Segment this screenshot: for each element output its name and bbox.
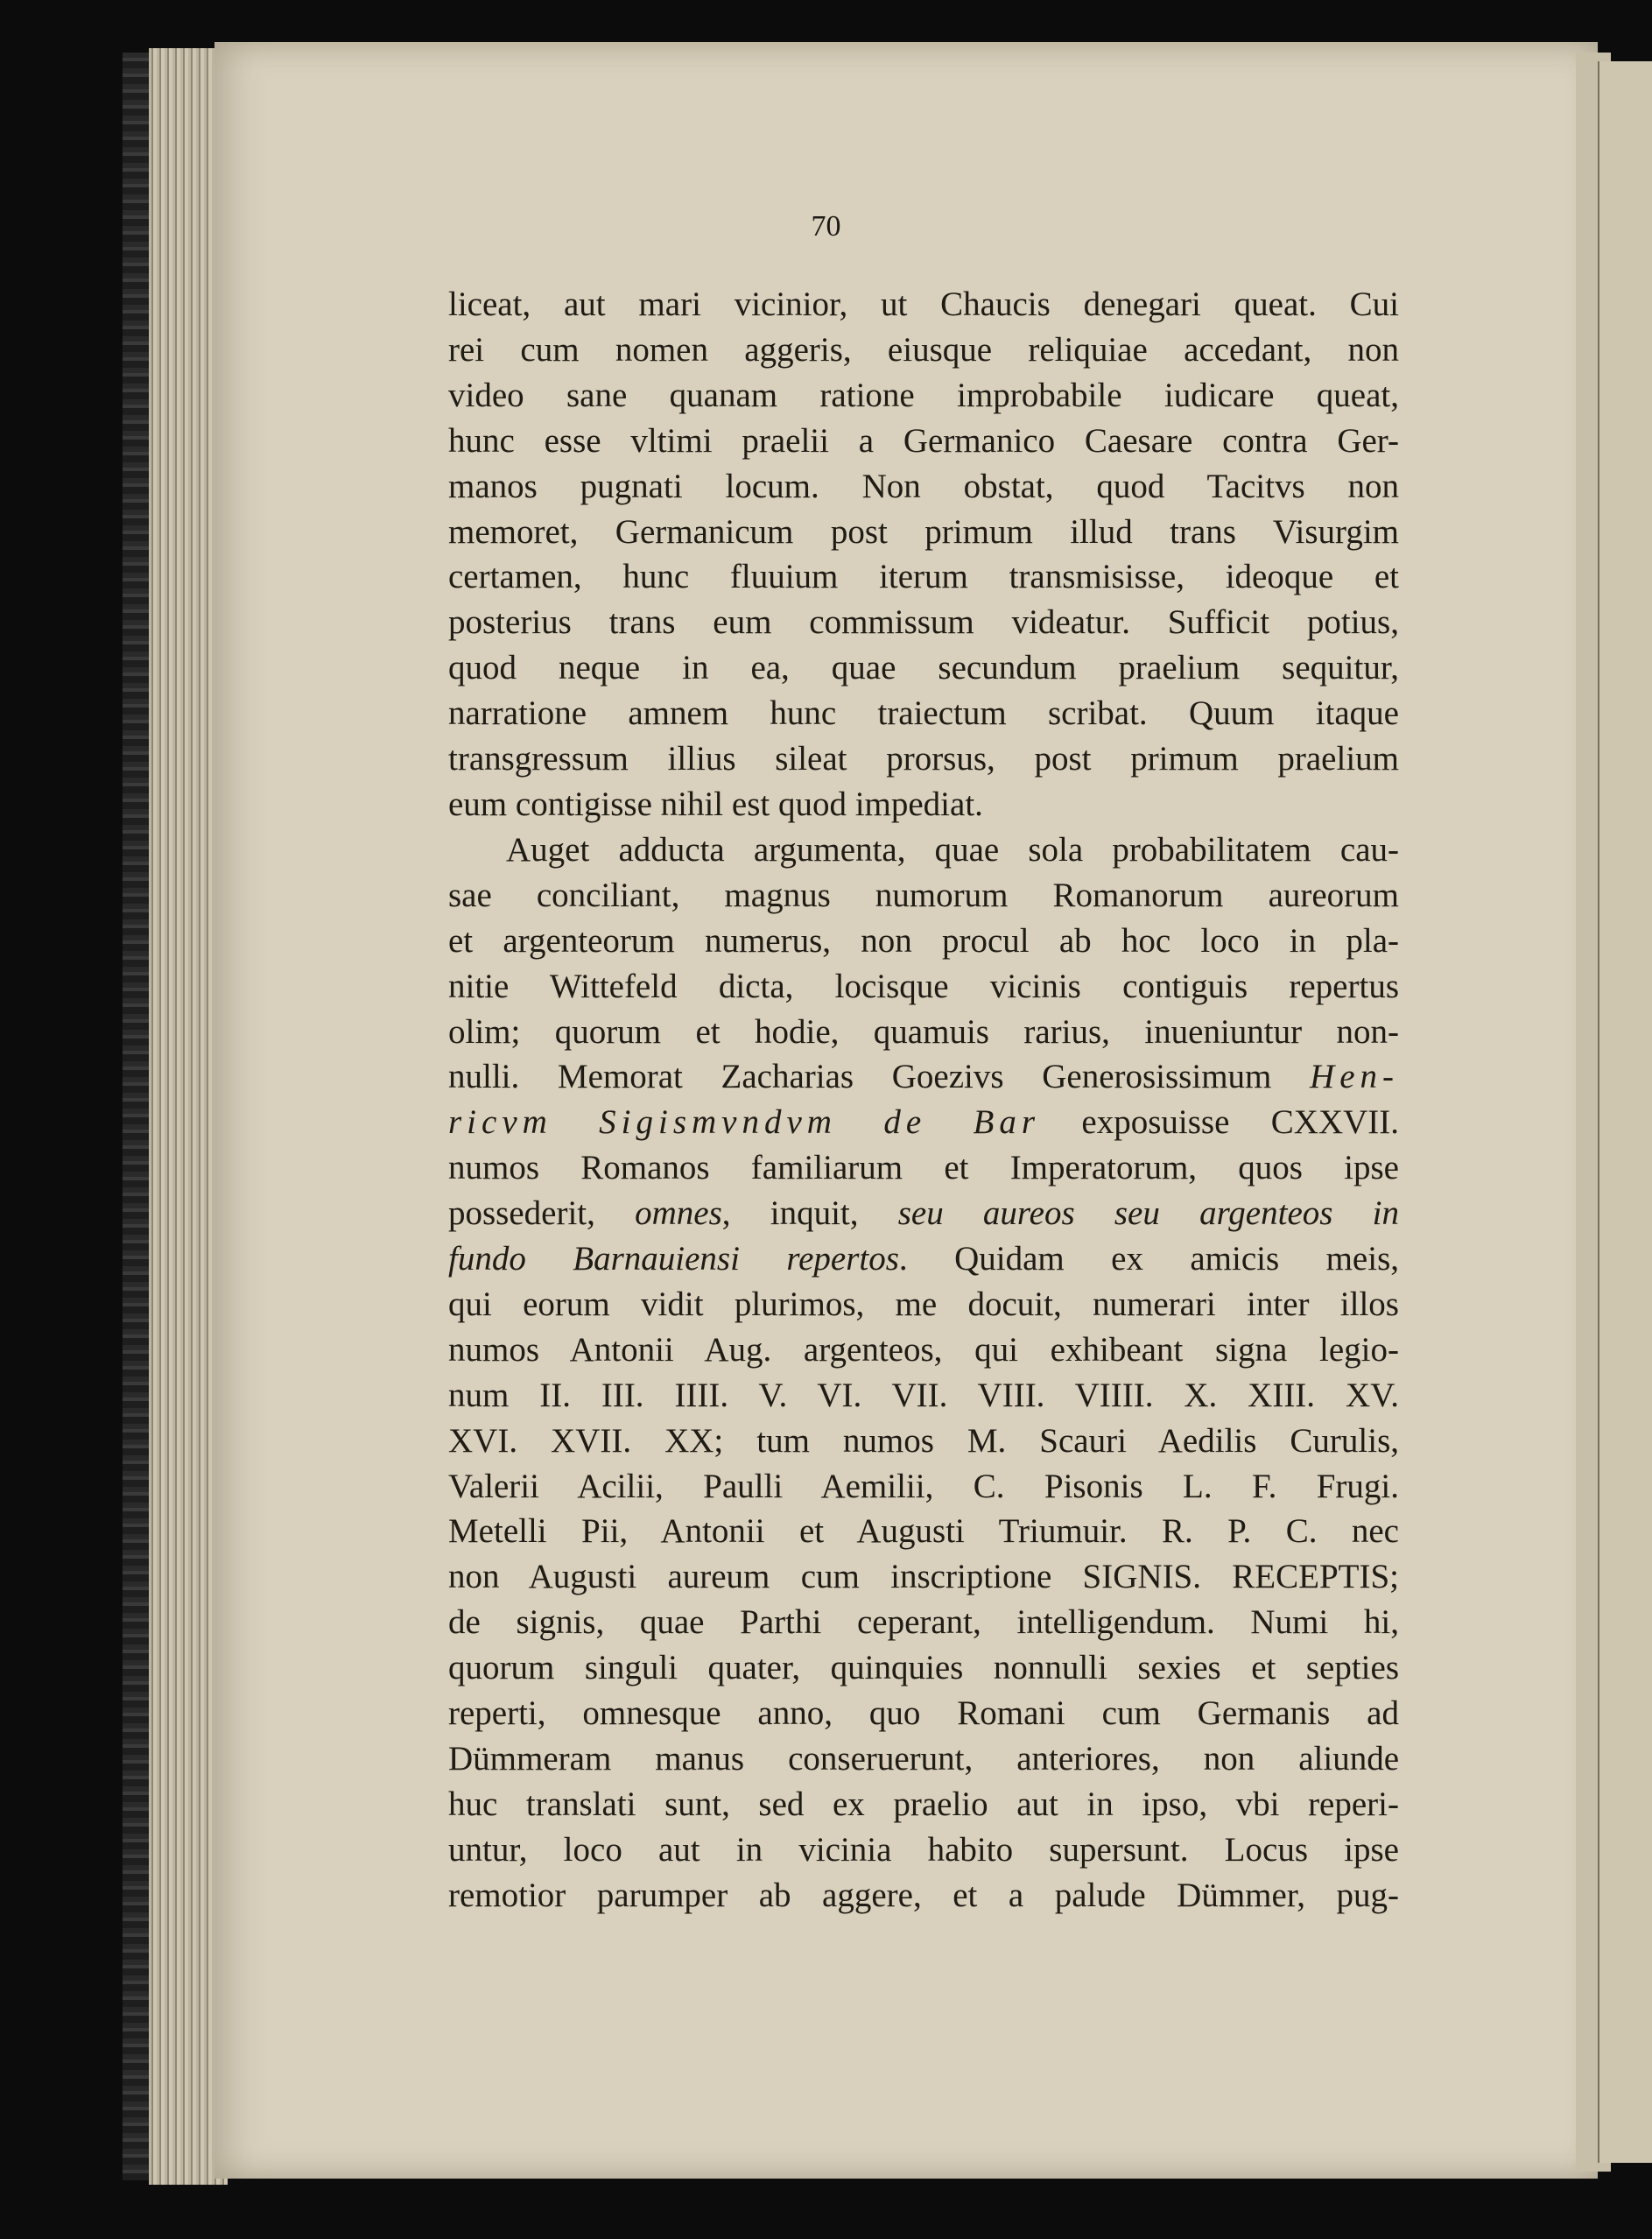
text-line: certamen, hunc fluuium iterum transmisisse, ideoque et (448, 558, 1399, 596)
text-segment: nulli. Memorat Zacharias Goezivs Generosissimum (448, 1058, 1311, 1096)
text-line: numos Romanos familiarum et Imperatorum, quos ipse (448, 1149, 1399, 1187)
italic-name: ricvm Sigismvndvm de Bar (448, 1103, 1041, 1142)
italic-name: Hen- (1310, 1058, 1399, 1096)
text-line: non Augusti aureum cum inscriptione SIGNIS. RECEPTIS; (448, 1558, 1399, 1596)
text-line: qui eorum vidit plurimos, me docuit, numerari inter illos (448, 1285, 1399, 1323)
text-line (448, 1236, 1399, 1282)
text-line: liceat, aut mari vicinior, ut Chaucis denegari queat. Cui (448, 285, 1399, 323)
text-line: Auget adducta argumenta, quae sola probabilitatem cau- (506, 830, 1399, 869)
text-line: quod neque in ea, quae secundum praelium sequitur, (448, 649, 1399, 687)
text-line: eum contigisse nihil est quod impediat. (448, 785, 983, 823)
text-line: narratione amnem hunc traiectum scribat. Quum itaque (448, 694, 1399, 733)
body-text (448, 282, 1399, 1919)
page-number: 70 (811, 210, 841, 243)
text-line: untur, loco aut in vicinia habito supersunt. Locus ipse (448, 1830, 1399, 1869)
text-line: transgressum illius sileat prorsus, post primum praelium (448, 740, 1399, 778)
text-line: hunc esse vltimi praelii a Germanico Caesare contra Ger- (448, 421, 1399, 460)
text-line: numos Antonii Aug. argenteos, qui exhibeant signa legio- (448, 1330, 1399, 1369)
text-line: quorum singuli quater, quinquies nonnulli sexies et septies (448, 1649, 1399, 1687)
text-line: num II. III. IIII. V. VI. VII. VIII. VIIII. X. XIII. XV. (448, 1376, 1399, 1414)
text-line: Valerii Acilii, Paulli Aemilii, C. Pisonis L. F. Frugi. (448, 1467, 1399, 1505)
text-line: de signis, quae Parthi ceperant, intelligendum. Numi hi, (448, 1603, 1399, 1642)
text-line: memoret, Germanicum post primum illud trans Visurgim (448, 512, 1399, 551)
text-line: XVI. XVII. XX; tum numos M. Scauri Aedilis Curulis, (448, 1421, 1399, 1460)
text-line: Metelli Pii, Antonii et Augusti Triumuir. R. P. C. nec (448, 1512, 1399, 1551)
text-line: manos pugnati locum. Non obstat, quod Tacitvs non (448, 467, 1399, 505)
text-line (448, 1191, 1399, 1236)
text-line (448, 1054, 1399, 1100)
text-line: posterius trans eum commissum videatur. Sufficit potius, (448, 603, 1399, 642)
text-line: rei cum nomen aggeris, eiusque reliquiae accedant, non (448, 330, 1399, 369)
text-line (448, 1100, 1399, 1145)
text-segment: , inquit, (721, 1194, 898, 1233)
facing-page-edge (1598, 61, 1652, 2163)
text-line: video sane quanam ratione improbabile iudicare queat, (448, 376, 1399, 414)
text-line: et argenteorum numerus, non procul ab hoc loco in pla- (448, 921, 1399, 960)
italic-quote: omnes (635, 1194, 722, 1233)
italic-quote: fundo Barnauiensi repertos (448, 1240, 899, 1278)
text-segment: . Quidam ex amicis meis, (898, 1240, 1399, 1278)
text-segment: possederit, (448, 1194, 636, 1233)
text-line: olim; quorum et hodie, quamuis rarius, inueniuntur non- (448, 1012, 1399, 1051)
italic-quote: seu aureos seu argenteos in (897, 1194, 1399, 1233)
text-line: remotior parumper ab aggere, et a palude Dümmer, pug- (448, 1876, 1399, 1914)
text-line: huc translati sunt, sed ex praelio aut in ipso, vbi reperi- (448, 1785, 1399, 1823)
text-line: reperti, omnesque anno, quo Romani cum Germanis ad (448, 1694, 1399, 1733)
text-line: nitie Wittefeld dicta, locisque vicinis contiguis repertus (448, 967, 1399, 1005)
text-line: sae conciliant, magnus numorum Romanorum aureorum (448, 876, 1399, 914)
text-segment: exposuisse CXXVII. (1040, 1103, 1399, 1142)
text-line: Dümmeram manus conseruerunt, anteriores, non aliunde (448, 1740, 1399, 1778)
